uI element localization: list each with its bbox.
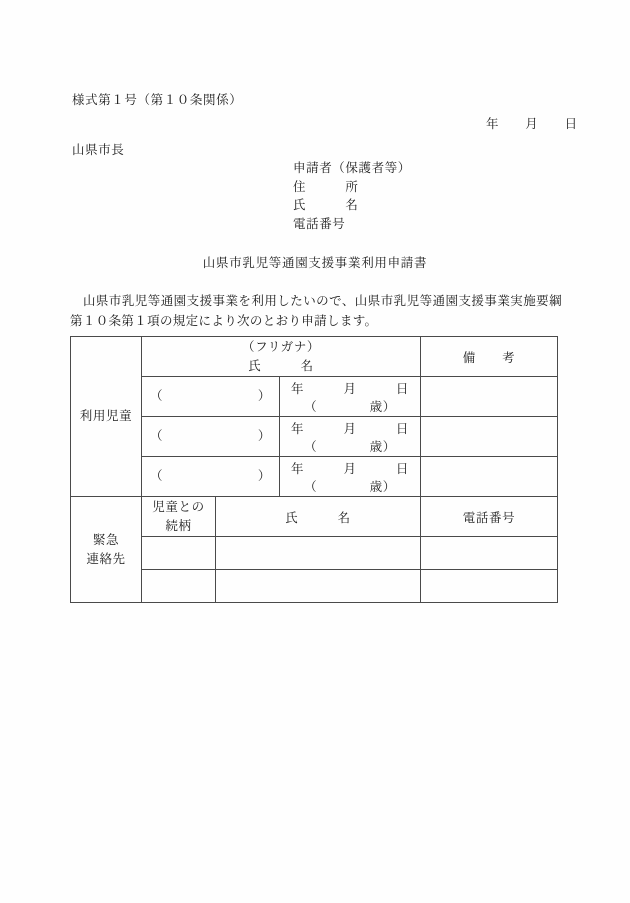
emergency-phone-cell[interactable]	[421, 537, 558, 570]
table-row	[71, 457, 558, 497]
furigana-close-paren: ）	[257, 429, 271, 443]
table-header-row	[71, 337, 558, 377]
table-row	[71, 377, 558, 417]
child-name-cell[interactable]	[142, 377, 280, 417]
child-remarks-cell[interactable]	[421, 457, 558, 497]
addressee: 山県市長	[72, 143, 125, 157]
page-title: 山県市乳児等通園支援事業利用申請書	[202, 256, 428, 270]
furigana-close-paren: ）	[257, 389, 271, 403]
child-dob-cell[interactable]: 年 月 日 （ 歳）	[280, 417, 421, 457]
child-name-cell[interactable]	[142, 457, 280, 497]
furigana-open-paren: （	[150, 429, 164, 443]
date-line: 年 月 日	[486, 117, 578, 131]
applicant-block	[293, 159, 411, 233]
child-dob-cell[interactable]: 年 月 日 （ 歳）	[280, 377, 421, 417]
header-relation-cell: 児童との 続柄	[142, 497, 216, 537]
child-dob-cell[interactable]: 年 月 日 （ 歳）	[280, 457, 421, 497]
header-contact-phone-cell: 電話番号	[421, 497, 558, 537]
emergency-phone-cell[interactable]	[421, 570, 558, 603]
applicant-heading: 申請者（保護者等）	[293, 161, 411, 175]
table-row	[71, 570, 558, 603]
header-remarks-cell: 備 考	[421, 337, 558, 377]
emergency-relation-cell[interactable]	[142, 570, 216, 603]
furigana-open-paren: （	[150, 469, 164, 483]
emergency-name-cell[interactable]	[216, 537, 421, 570]
header-name-cell: （フリガナ） 氏 名	[142, 337, 421, 377]
body-paragraph: 山県市乳児等通園支援事業を利用したいので、山県市乳児等通園支援事業実施要綱第１０条第１項の規定により次のとおり申請します。	[70, 294, 562, 328]
emergency-relation-cell[interactable]	[142, 537, 216, 570]
child-name-cell[interactable]	[142, 417, 280, 457]
child-remarks-cell[interactable]	[421, 377, 558, 417]
applicant-name-label: 氏 名	[293, 198, 359, 212]
emergency-header-row	[71, 497, 558, 537]
applicant-phone-label: 電話番号	[293, 216, 346, 231]
emergency-name-cell[interactable]	[216, 570, 421, 603]
header-contact-name-cell: 氏 名	[216, 497, 421, 537]
form-number: 様式第１号（第１０条関係）	[72, 93, 243, 107]
table-row	[71, 417, 558, 457]
application-table	[70, 336, 558, 603]
table-row	[71, 537, 558, 570]
furigana-open-paren: （	[150, 389, 164, 403]
child-section-label: 利用児童	[71, 337, 142, 497]
furigana-close-paren: ）	[257, 469, 271, 483]
emergency-section-label: 緊急 連絡先	[71, 497, 142, 603]
applicant-address-label: 住 所	[293, 179, 359, 194]
child-remarks-cell[interactable]	[421, 417, 558, 457]
